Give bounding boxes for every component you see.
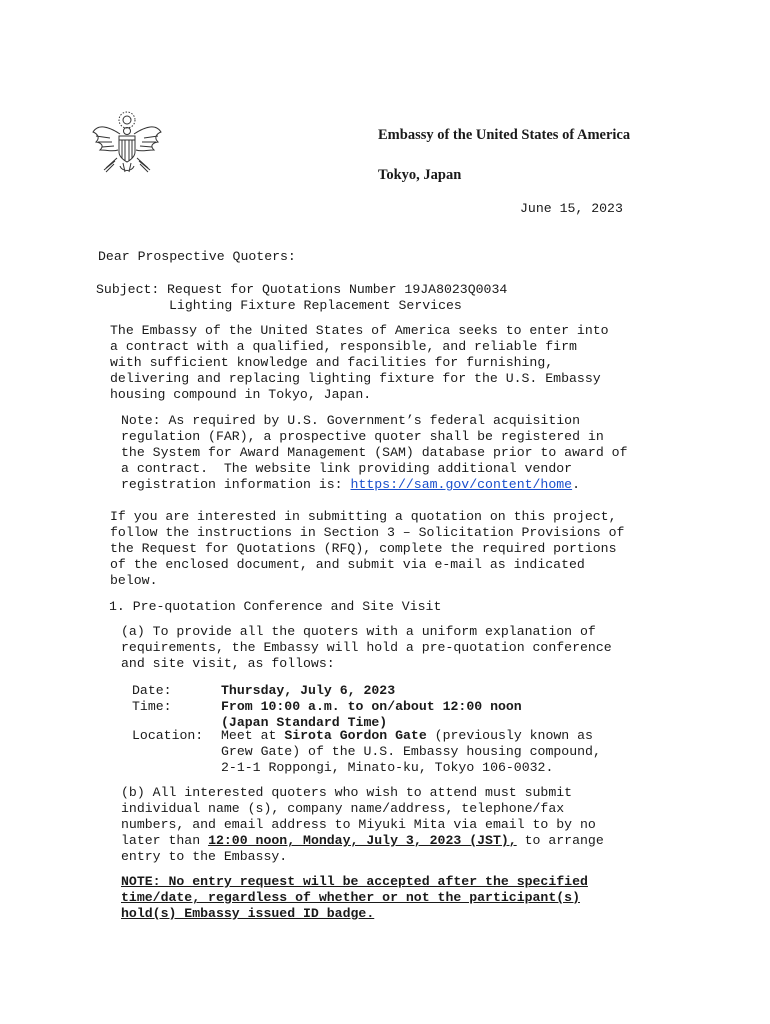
great-seal-logo — [90, 106, 164, 180]
text-line — [121, 477, 627, 493]
text-line: a contract. The website link providing additional vendor — [121, 461, 573, 476]
time-zone: (Japan Standard Time) — [221, 715, 388, 730]
text-line: the Request for Quotations (RFQ), complete the required portions — [110, 541, 617, 556]
text-line: If you are interested in submitting a quotation on this project, — [110, 509, 617, 524]
warning-line: time/date, regardless of whether or not the participant(s) — [121, 890, 580, 905]
entry-warning — [121, 874, 588, 922]
location-rest: (previously known as — [426, 728, 593, 743]
salutation: Dear Prospective Quoters: — [98, 249, 296, 264]
text-line: (a) To provide all the quoters with a uniform explanation of — [121, 624, 596, 639]
text-line: (b) All interested quoters who wish to attend must submit — [121, 785, 573, 800]
subject-title: Lighting Fixture Replacement Services — [169, 298, 462, 313]
registration-text: registration information is: — [121, 477, 351, 492]
subject-rfq-number: Request for Quotations Number 19JA8023Q0034 — [167, 282, 508, 297]
embassy-city: Tokyo, Japan — [378, 167, 462, 183]
instructions-paragraph — [110, 509, 624, 589]
text-line: below. — [110, 573, 158, 588]
gate-name: Sirota Gordon Gate — [284, 728, 427, 743]
warning-line: hold(s) Embassy issued ID badge. — [121, 906, 375, 921]
text-line: with sufficient knowledge and facilities for furnishing, — [110, 355, 554, 370]
warning-line: NOTE: No entry request will be accepted after the specified — [121, 874, 588, 889]
letter-date: June 15, 2023 — [520, 201, 623, 216]
text-line: housing compound in Tokyo, Japan. — [110, 387, 372, 402]
deadline: 12:00 noon, Monday, July 3, 2023 (JST), — [208, 833, 517, 848]
address-line: 2-1-1 Roppongi, Minato-ku, Tokyo 106-0032. — [221, 760, 554, 775]
intro-paragraph — [110, 323, 609, 403]
text-line: requirements, the Embassy will hold a pre-quotation conference — [121, 640, 612, 655]
time-label: Time: — [132, 699, 172, 714]
deadline-suffix: to arrange — [516, 833, 604, 848]
text-line: and site visit, as follows: — [121, 656, 335, 671]
text-line: delivering and replacing lighting fixture for the U.S. Embassy — [110, 371, 601, 386]
text-line: follow the instructions in Section 3 – Solicitation Provisions of — [110, 525, 625, 540]
location-value — [221, 728, 593, 744]
text-line: regulation (FAR), a prospective quoter shall be registered in — [121, 429, 604, 444]
text-line: of the enclosed document, and submit via e-mail as indicated — [110, 557, 585, 572]
section-a-paragraph — [121, 624, 612, 672]
period: . — [572, 477, 581, 492]
subject-label: Subject: — [96, 282, 160, 297]
text-line: Note: As required by U.S. Government’s federal acquisition — [121, 413, 580, 428]
date-value: Thursday, July 6, 2023 — [221, 683, 396, 698]
text-line — [121, 833, 604, 849]
date-label: Date: — [132, 683, 172, 698]
sam-note — [121, 413, 627, 493]
text-line: the System for Award Management (SAM) database prior to award of — [121, 445, 628, 460]
location-label: Location: — [132, 728, 204, 743]
location-prefix: Meet at — [221, 728, 285, 743]
text-line: a contract with a qualified, responsible, and reliable firm — [110, 339, 577, 354]
section-heading: 1. Pre-quotation Conference and Site Visit — [109, 599, 442, 614]
text-line: The Embassy of the United States of America seeks to enter into — [110, 323, 609, 338]
text-line: individual name (s), company name/address, telephone/fax — [121, 801, 565, 816]
text-line: numbers, and email address to Miyuki Mita via email to by no — [121, 817, 596, 832]
deadline-prefix: later than — [121, 833, 209, 848]
embassy-name: Embassy of the United States of America — [378, 127, 631, 143]
time-value: From 10:00 a.m. to on/about 12:00 noon — [221, 699, 522, 714]
sam-link[interactable]: https://sam.gov/content/home — [350, 477, 573, 492]
location-line: Grew Gate) of the U.S. Embassy housing compound, — [221, 744, 601, 759]
section-b-paragraph — [121, 785, 604, 865]
text-line: entry to the Embassy. — [121, 849, 288, 864]
